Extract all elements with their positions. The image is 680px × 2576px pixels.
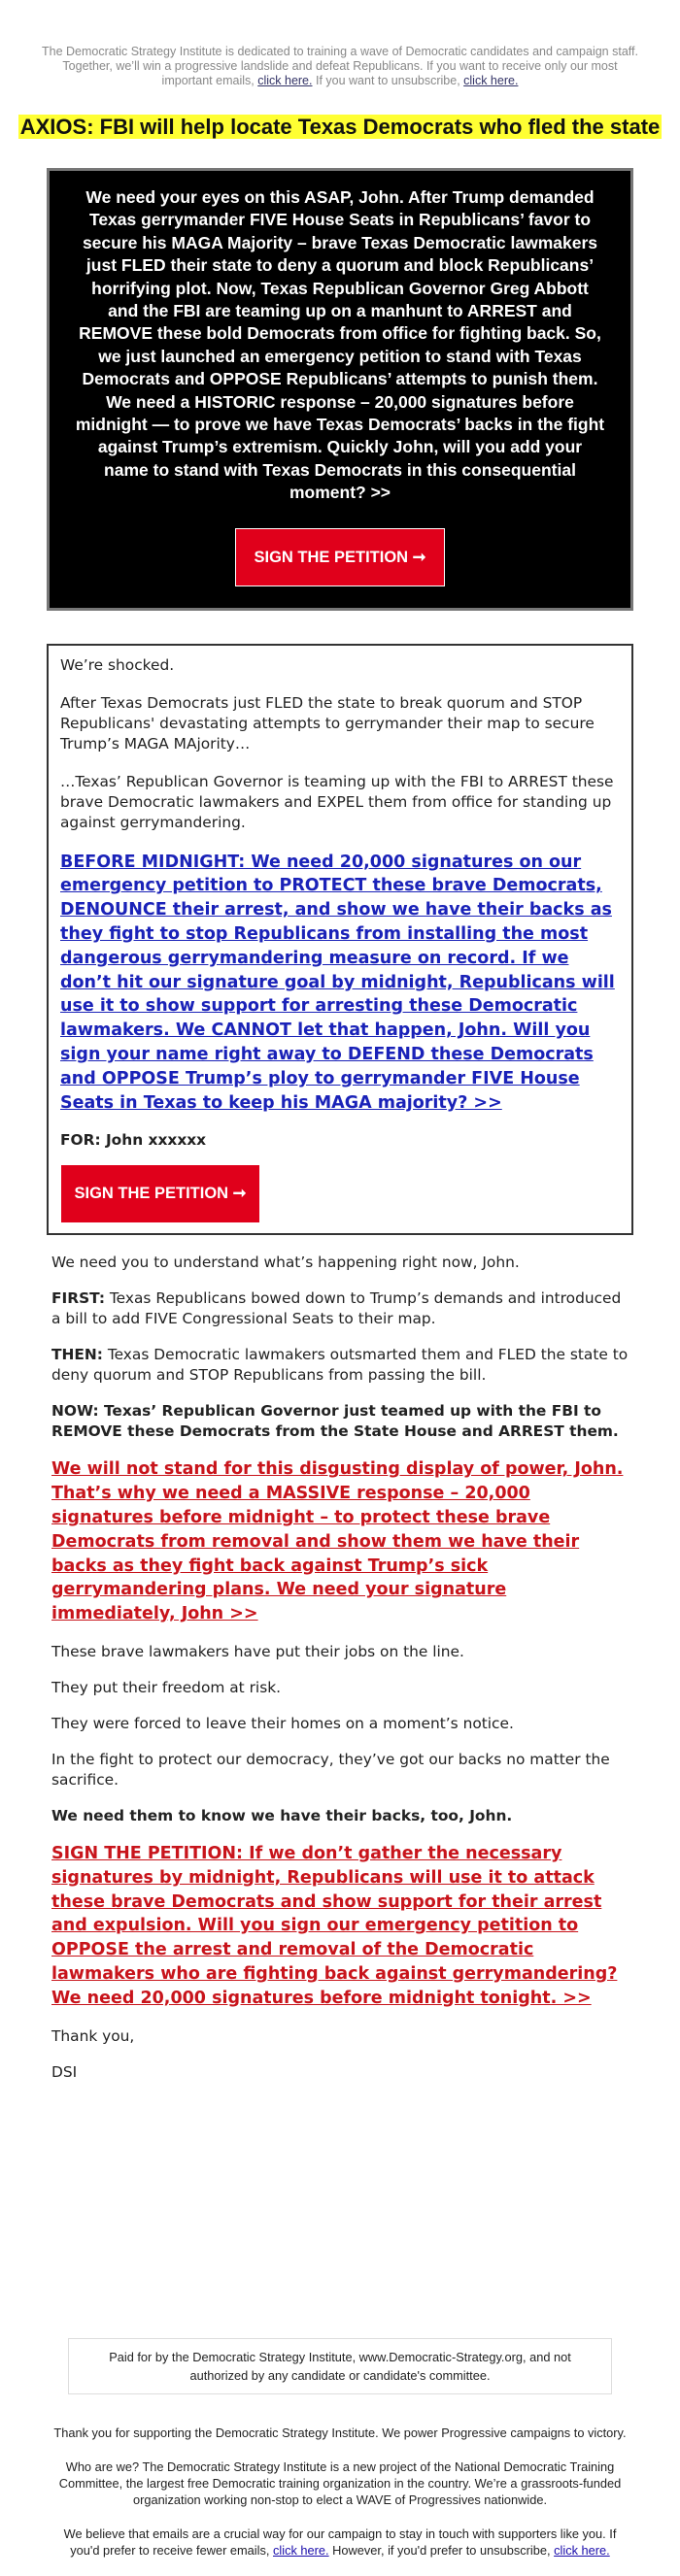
urgent-box-text[interactable]: We need your eyes on this ASAP, John. After Trump demanded Texas gerrymander FIVE House Seats in Republicans’ favor to secure his MAGA Majority – brave Texas Democratic lawmakers just FLED their state to deny a quorum and block Republicans’ horrifying plot. Now, Texas Republican Governor Greg Abbott and the FBI are teaming up on a manhunt to ARREST and REMOVE these bold Democrats from office for fighting back. So, we just launched an emergency petition to stand with Texas Democrats and OPPOSE Republicans’ attempts to punish them. We need a HISTORIC response – 20,000 signatures before midnight — to prove we have Texas Democrats’ backs in the fight against Trump’s extremism. Quickly John, will you add your name to stand with Texas Democrats in this consequential moment? >> xyxy=(75,187,605,503)
first-text: Texas Republicans bowed down to Trump’s demands and introduced a bill to add FIVE Congressional Seats to their map. xyxy=(51,1289,622,1328)
preheader xyxy=(39,0,641,88)
footer-unsubscribe-link[interactable]: click here. xyxy=(554,2543,610,2558)
body-first xyxy=(51,1288,629,1329)
body-freedom: They put their freedom at risk. xyxy=(51,1679,282,1697)
then-text: Texas Democratic lawmakers outsmarted them and FLED the state to deny quorum and STOP Republicans from passing the bill. xyxy=(51,1346,629,1385)
thanks-line: Thank you, xyxy=(51,2026,135,2045)
fewer-emails-link[interactable]: click here. xyxy=(257,74,313,87)
footer-who: Who are we? The Democratic Strategy Institute is a new project of the National Democratic Training Committee, the largest free Democratic training organization in the country. We’re a grassroots-funded organization working non-stop to elect a WAVE of Progressives nationwide. xyxy=(58,2459,622,2507)
body-p1: We need you to understand what’s happening right now, John. xyxy=(51,1254,520,1272)
then-label: THEN: xyxy=(51,1346,103,1364)
urgent-box xyxy=(47,168,633,611)
body-homes: They were forced to leave their homes on a moment’s notice. xyxy=(51,1715,514,1733)
body-know: We need them to know we have their backs, too, John. xyxy=(51,1807,513,1825)
footer xyxy=(49,2425,631,2576)
for-line: FOR: John xxxxxx xyxy=(60,1131,207,1150)
body-now: NOW: Texas’ Republican Governor just teamed up with the FBI to REMOVE these Democrats from the State House and ARREST them. xyxy=(51,1402,619,1441)
signature: DSI xyxy=(51,2062,78,2081)
body-jobs: These brave lawmakers have put their jobs on the line. xyxy=(51,1643,464,1661)
unsubscribe-link[interactable]: click here. xyxy=(463,74,519,87)
preheader-middle: If you want to unsubscribe, xyxy=(312,74,460,87)
petition-p1: We’re shocked. xyxy=(60,655,175,674)
sign-petition-button-2[interactable]: SIGN THE PETITION ➞ xyxy=(60,1164,260,1223)
footer-believe-text: We believe that emails are a crucial way for our campaign to stay in touch with supporters like you. If you'd prefer to receive fewer emails, xyxy=(63,2526,617,2558)
red-petition-link-1[interactable]: We will not stand for this disgusting display of power, John. That’s why we need a MASSIVE response – 20,000 signatures before midnight – to protect these brave Democrats from removal and show them we have their backs as they fight back against Trump’s sick gerrymandering plans. We need your signature immediately, John >> xyxy=(51,1459,624,1624)
body-then xyxy=(51,1345,629,1386)
first-label: FIRST: xyxy=(51,1289,105,1308)
paid-for-box xyxy=(68,2338,612,2394)
main-body xyxy=(51,1253,629,2082)
preheader-text: The Democratic Strategy Institute is dedicated to training a wave of Democratic candidates and campaign staff. Together, we’ll win a progressive landslide and defeat Republicans. If you want to receive only our most important emails, xyxy=(42,45,638,87)
body-fight: In the fight to protect our democracy, they’ve got our backs no matter the sacrifice. xyxy=(51,1751,610,1790)
footer-thanks: Thank you for supporting the Democratic Strategy Institute. We power Progressive campaigns to victory. xyxy=(53,2425,627,2440)
footer-believe xyxy=(49,2526,631,2559)
sign-petition-button[interactable]: SIGN THE PETITION ➞ xyxy=(235,528,445,586)
red-petition-link-2[interactable]: SIGN THE PETITION: If we don’t gather the necessary signatures by midnight, Republicans will use it to attack these brave Democrats and show support for their arrest and expulsion. Will you sign our emergency petition to OPPOSE the arrest and removal of the Democratic lawmakers who are fighting back against gerrymandering? We need 20,000 signatures before midnight tonight. >> xyxy=(51,1844,618,2008)
petition-link[interactable]: BEFORE MIDNIGHT: We need 20,000 signatures on our emergency petition to PROTECT these brave Democrats, DENOUNCE their arrest, and show we have their backs as they fight to stop Republicans from installing the most dangerous gerrymandering measure on record. If we don’t hit our signature goal by midnight, Republicans will use it to show support for arresting these Democratic lawmakers. We CANNOT let that happen, John. Will you sign your name right away to DEFEND these Democrats and OPPOSE Trump’s ploy to gerrymander FIVE House Seats in Texas to keep his MAGA majority? >> xyxy=(60,852,615,1113)
headline: AXIOS: FBI will help locate Texas Democrats who fled the state xyxy=(19,115,661,139)
headline-wrap xyxy=(0,112,680,143)
petition-p2: After Texas Democrats just FLED the state to break quorum and STOP Republicans' devastating attempts to gerrymander their map to secure Trump’s MAGA MAjority… xyxy=(60,693,595,753)
paid-for-text: Paid for by the Democratic Strategy Institute, www.Democratic-Strategy.org, and not authorized by any candidate or candidate's committee. xyxy=(109,2350,571,2383)
footer-fewer-emails-link[interactable]: click here. xyxy=(273,2543,329,2558)
petition-p3: …Texas’ Republican Governor is teaming up with the FBI to ARREST these brave Democratic lawmakers and EXPEL them from office for standing up against gerrymandering. xyxy=(60,772,614,831)
petition-box xyxy=(47,644,633,1236)
footer-believe-mid: However, if you'd prefer to unsubscribe, xyxy=(328,2543,551,2558)
